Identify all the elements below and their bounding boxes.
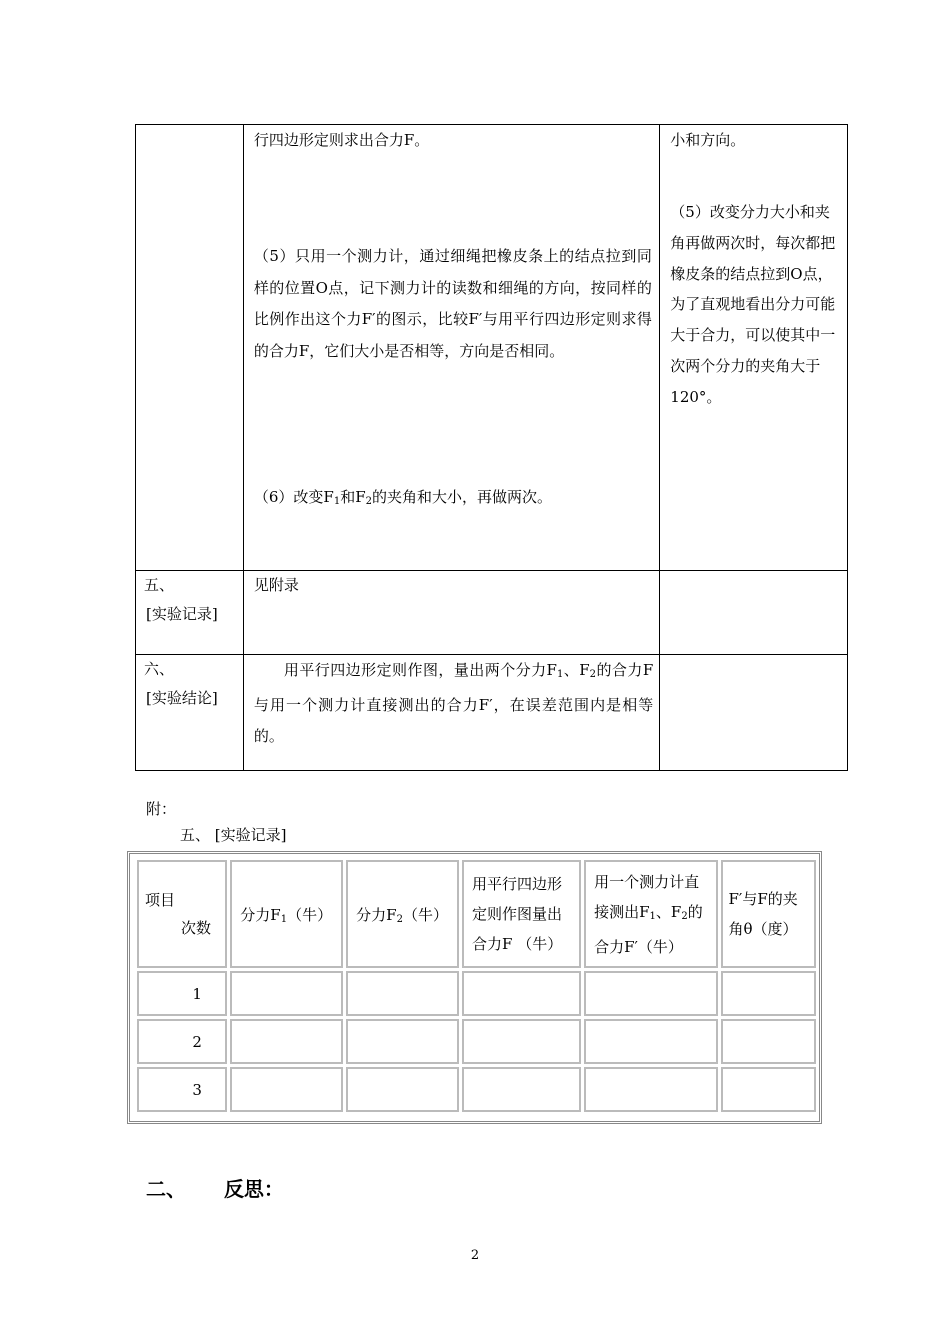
conclusion-sub1: 1 [556, 669, 564, 680]
table-row [137, 971, 816, 1016]
data-cell [230, 1067, 343, 1112]
table-row [137, 1019, 816, 1064]
procedure-6-post: 的夹角和大小，再做两次。 [372, 488, 553, 506]
conclusion-content [244, 655, 659, 752]
record-content-cell [243, 571, 659, 655]
data-cell [346, 1067, 459, 1112]
record-table-frame [127, 851, 822, 1124]
procedure-6-sub2: 2 [365, 496, 372, 507]
header-resultant-meter [584, 860, 717, 968]
header-meter-mid: 、F [655, 902, 682, 921]
conclusion-sub2: 2 [589, 669, 597, 680]
header-f2-sub: 2 [396, 913, 403, 925]
data-cell [346, 971, 459, 1016]
record-table [134, 857, 819, 1115]
header-meter-sub2: 2 [681, 910, 688, 922]
table-row [137, 1067, 816, 1112]
note-continued: 小和方向。 [670, 131, 746, 149]
procedure-6-sub1: 1 [333, 496, 341, 507]
data-cell [462, 971, 581, 1016]
header-resultant-graph-text: 用平行四边形定则作图量出合力F （牛） [472, 875, 563, 953]
page-number: 2 [470, 1248, 480, 1263]
conclusion-pre: 用平行四边形定则作图，量出两个分力F [283, 661, 557, 679]
conclusion-post: 的合力F与用一个测力计直接测出的合力F′，在误差范围内是相等的。 [253, 661, 654, 745]
data-cell [462, 1019, 581, 1064]
conclusion-row [136, 655, 848, 771]
note-step-5: （5）改变分力大小和夹角再做两次时，每次都把橡皮条的结点拉到O点，为了直观地看出分力可能大于合力，可以使其中一次两个分力的夹角大于120°。 [670, 203, 836, 406]
data-cell [584, 1019, 717, 1064]
header-f2-pre: 分力F [356, 905, 397, 924]
header-f1-pre: 分力F [240, 905, 281, 924]
conclusion-note-cell [660, 655, 848, 771]
steps-note-cell [660, 125, 848, 571]
reflection-heading [146, 1173, 284, 1202]
procedure-6-mid: 和F [340, 488, 366, 506]
procedure-6-pre: （6）改变F [253, 488, 334, 506]
header-meter-post: 的合力F′（牛） [594, 902, 703, 956]
procedure-step-5: （5）只用一个测力计，通过细绳把橡皮条上的结点拉到同样的位置O点，记下测力计的读数和细绳的方向，按同样的比例作出这个力F′的图示，比较F′与用平行四边形定则求得的合力F，它们大小是否相等，方向是否相同。 [253, 247, 652, 360]
steps-row [136, 125, 848, 571]
reflection-heading-num: 二、 [146, 1177, 186, 1201]
steps-content-cell [243, 125, 659, 571]
header-f2-post: （牛） [402, 905, 448, 924]
conclusion-label-num: 六、 [144, 660, 175, 678]
data-cell [721, 971, 817, 1016]
header-f1-sub: 1 [280, 913, 288, 925]
header-f2 [346, 860, 459, 968]
row-number: 2 [137, 1019, 227, 1064]
record-label-name: [实验记录] [146, 605, 218, 623]
record-header-row [137, 860, 816, 968]
header-item: 项目 [145, 891, 176, 909]
header-resultant-meter-text [586, 867, 715, 962]
header-f1-post: （牛） [287, 905, 333, 924]
appendix-label: 附： [146, 800, 177, 818]
record-note-cell [660, 571, 848, 655]
record-content: 见附录 [253, 576, 299, 594]
conclusion-label-name: [实验结论] [146, 689, 218, 707]
conclusion-label-cell [136, 655, 244, 771]
data-cell [721, 1019, 817, 1064]
record-label-cell [136, 571, 244, 655]
appendix-section-title: 五、 [实验记录] [180, 826, 287, 844]
data-cell [584, 971, 717, 1016]
record-row [136, 571, 848, 655]
data-cell [462, 1067, 581, 1112]
header-angle-text: F′与F的夹角θ（度） [728, 890, 798, 938]
data-cell [584, 1067, 717, 1112]
experiment-table [135, 124, 848, 771]
procedure-continued: 行四边形定则求出合力F。 [253, 131, 430, 149]
header-angle [721, 860, 817, 968]
data-cell [346, 1019, 459, 1064]
header-f1 [230, 860, 343, 968]
conclusion-mid: 、F [563, 661, 590, 679]
conclusion-content-cell [243, 655, 659, 771]
data-cell [721, 1067, 817, 1112]
row-number: 1 [137, 971, 227, 1016]
reflection-heading-text: 反思： [223, 1177, 284, 1201]
record-label-num: 五、 [144, 576, 175, 594]
header-count: 次数 [181, 919, 212, 937]
header-item-count [137, 860, 227, 968]
data-cell [230, 1019, 343, 1064]
procedure-step-6 [254, 482, 654, 517]
steps-label-cell [136, 125, 244, 571]
header-meter-sub1: 1 [649, 910, 656, 922]
header-meter-pre: 用一个测力计直接测出F [594, 872, 700, 921]
row-number: 3 [137, 1067, 227, 1112]
header-resultant-graph [462, 860, 581, 968]
data-cell [230, 971, 343, 1016]
